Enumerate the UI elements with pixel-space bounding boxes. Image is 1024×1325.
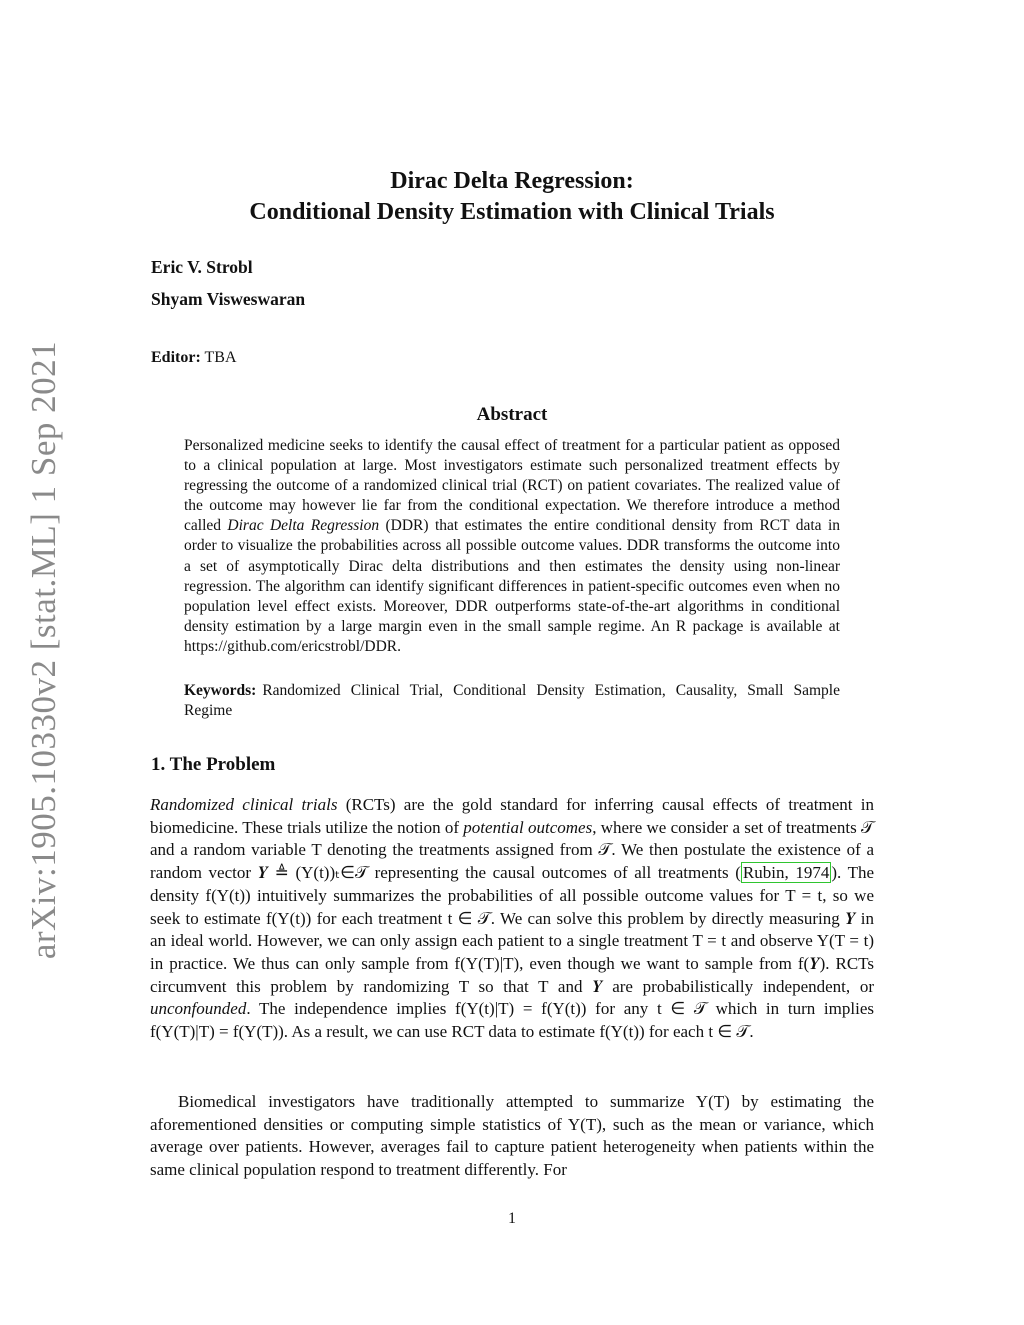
title-line-2: Conditional Density Estimation with Clinical Trials xyxy=(249,199,775,225)
editor-value: TBA xyxy=(204,349,237,366)
keywords-value: Randomized Clinical Trial, Conditional Density Estimation, Causality, Small Sample Regime xyxy=(184,682,840,720)
editor-label: Editor: xyxy=(151,349,201,366)
section-heading: 1. The Problem xyxy=(151,754,276,775)
p1-italic-3: unconfounded xyxy=(150,999,247,1019)
author-2: Shyam Visweswaran xyxy=(151,289,306,309)
abstract-text-1: Personalized medicine seeks to identify the causal effect of treatment for a particular patient as opposed to a clinical population at large. Most investigators estimate such personalized treatment effects by regressing the outcome of a randomized clinical trial (RCT) on patient covariates. The realized value of the outcome may however lie far from the conditional expectation. We therefore introduce a method called xyxy=(184,437,840,535)
abstract-text-2: (DDR) that estimates the entire conditional density from RCT data in order to visualize the probabilities across all possible outcome values. DDR transforms the outcome into a set of asymptotically Dirac delta distributions and then estimates the density using non-linear regression. The algorithm can identify significant differences in patient-specific outcomes even when no population level effect exists. Moreover, DDR outperforms state-of-the-art algorithms in conditional density estimation by a large margin even in the small sample regime. An R package is available at https://github.com/ericstrobl/DDR. xyxy=(184,517,840,655)
title-line-1: Dirac Delta Regression: xyxy=(390,168,634,194)
paragraph-2-text: Biomedical investigators have traditionally attempted to summarize Y(T) by estimating the aforementioned densities or computing simple statistics of Y(T), such as the mean or variance, which average over patients. However, averages fail to capture patient heterogeneity when patients within the same clinical population respond to treatment differently. For xyxy=(150,1092,874,1180)
author-1: Eric V. Strobl xyxy=(151,257,253,277)
p1-text-4: . The independence implies f(Y(t)|T) = f(Y(t)) for any t ∈ 𝒯 which in turn implies f(Y(T)|T) = f(Y(T)). As a result, we can use RCT data to estimate f(Y(t)) for each t ∈ 𝒯. xyxy=(150,999,874,1042)
p1-text-1: (RCTs) are the gold standard for inferring causal effects of treatment in biomedicine. These trials utilize the notion of xyxy=(150,795,875,837)
p1-text-3: ). The density f(Y(t)) intuitively summarizes the probabilities of all possible outcome values for T = t, so we seek to estimate f(Y(t)) for each treatment t ∈ 𝒯. We can solve this problem by directly measuring 𝒀 in an ideal world. However, we can only assign each patient to a single treatment T = t and observe Y(T = t) in practice. We thus can only sample from f(Y(T)|T), even though we want to sample from f(𝒀). RCTs circumvent this problem by randomizing T so that T and 𝒀 are probabilistically independent, or xyxy=(150,863,875,996)
keywords-block xyxy=(184,681,840,721)
paragraph-2 xyxy=(150,1091,874,1182)
arxiv-identifier-text: arXiv:1905.10330v2 [stat.ML] 1 Sep 2021 xyxy=(24,340,63,960)
abstract-method-name: Dirac Delta Regression xyxy=(227,517,380,535)
p1-italic-1: Randomized clinical trials xyxy=(150,795,338,814)
paragraph-1 xyxy=(150,794,874,1044)
paper-title xyxy=(150,166,874,228)
abstract-heading: Abstract xyxy=(476,404,548,425)
editor-line xyxy=(151,349,237,367)
citation-link[interactable]: Rubin, 1974 xyxy=(742,863,830,883)
p1-text-2: , where we consider a set of treatments 𝒯 and a random variable T denoting the treatments assigned from 𝒯. We then postulate the existence of a random vector 𝒀 ≜ (Y(t))ₜ∈𝒯 representing the causal outcomes of all treatments ( xyxy=(150,817,874,883)
page-number: 1 xyxy=(508,1210,516,1227)
abstract-body xyxy=(184,436,840,657)
p1-italic-2: potential outcomes xyxy=(463,817,593,837)
keywords-label: Keywords: xyxy=(184,682,257,699)
